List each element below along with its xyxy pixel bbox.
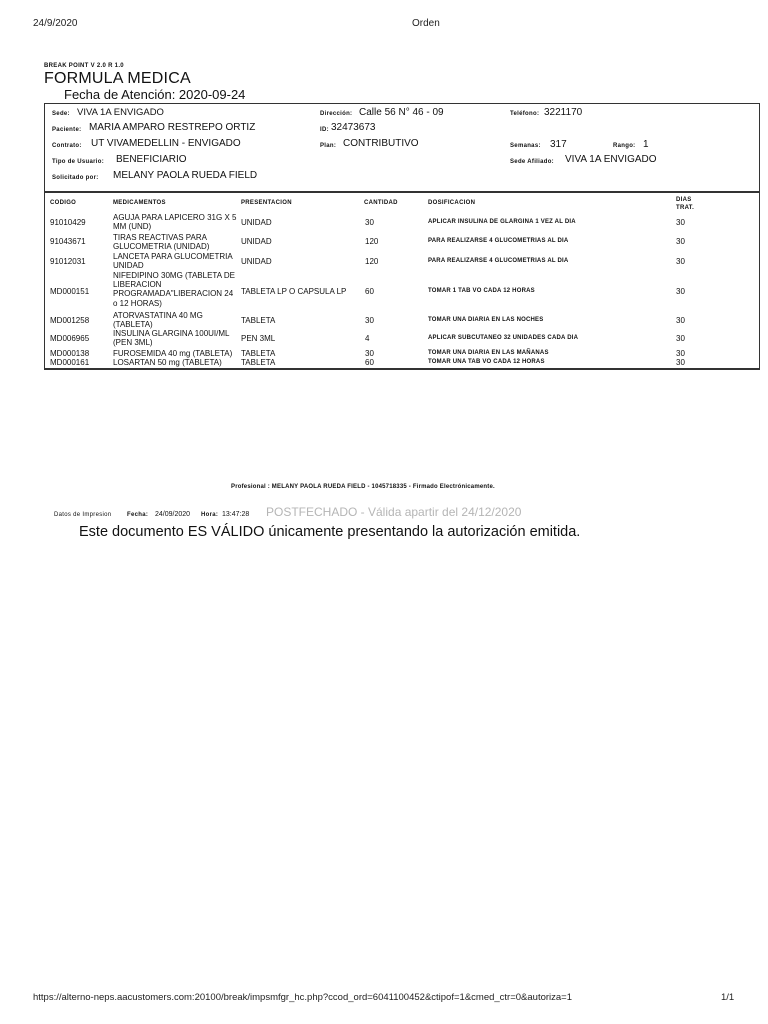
row-3-dias: 30 — [676, 257, 685, 266]
row-1-dias: 30 — [676, 218, 685, 227]
row-4-dosificacion: TOMAR 1 TAB VO CADA 12 HORAS — [428, 288, 535, 294]
row-4-medicamento: NIFEDIPINO 30MG (TABLETA DE LIBERACION PROGRAMADA"LIBERACION 24 o 12 HORAS) — [113, 271, 235, 308]
header-dosificacion: DOSIFICACION — [428, 200, 476, 206]
profesional-line: Profesional : MELANY PAOLA RUEDA FIELD - 1045718335 - Firmado Electrónicamente. — [231, 484, 495, 490]
row-1-codigo: 91010429 — [50, 218, 86, 227]
row-1-dosificacion: APLICAR INSULINA DE GLARGINA 1 VEZ AL DIA — [428, 219, 576, 225]
paciente-value: MARIA AMPARO RESTREPO ORTIZ — [89, 122, 256, 133]
row-5-codigo: MD001258 — [50, 316, 90, 325]
semanas-value: 317 — [550, 139, 567, 150]
row-7-cantidad: 30 — [365, 349, 374, 358]
impresion-fecha-label: Fecha: — [127, 512, 149, 518]
sede-afiliado-label: Sede Afiliado: — [510, 159, 554, 165]
row-2-cantidad: 120 — [365, 237, 379, 246]
row-5-cantidad: 30 — [365, 316, 374, 325]
header-dias-trat: DIAS TRAT. — [676, 197, 695, 211]
row-5-dias: 30 — [676, 316, 685, 325]
row-6-presentacion: PEN 3ML — [241, 334, 276, 343]
row-6-codigo: MD006965 — [50, 334, 90, 343]
tipo-usuario-value: BENEFICIARIO — [116, 154, 187, 165]
row-6-cantidad: 4 — [365, 334, 370, 343]
validity-notice: Este documento ES VÁLIDO únicamente presentando la autorización emitida. — [79, 524, 581, 540]
semanas-label: Semanas: — [510, 143, 541, 149]
paciente-label: Paciente: — [52, 127, 82, 133]
sede-value: VIVA 1A ENVIGADO — [77, 107, 164, 118]
row-8-medicamento: LOSARTAN 50 mg (TABLETA) — [113, 358, 222, 367]
direccion-value: Calle 56 N° 46 - 09 — [359, 107, 444, 118]
sede-afiliado-value: VIVA 1A ENVIGADO — [565, 154, 657, 165]
rango-value: 1 — [643, 139, 649, 150]
id-value: 32473673 — [331, 122, 376, 133]
rango-label: Rango: — [613, 143, 636, 149]
print-date: 24/9/2020 — [33, 18, 78, 29]
row-7-dosificacion: TOMAR UNA DIARIA EN LAS MAÑANAS — [428, 350, 549, 356]
header-medicamentos: MEDICAMENTOS — [113, 200, 166, 206]
row-4-presentacion: TABLETA LP O CAPSULA LP — [241, 287, 347, 296]
row-4-codigo: MD000151 — [50, 287, 90, 296]
impresion-fecha: 24/09/2020 — [155, 511, 191, 518]
sede-label: Sede: — [52, 111, 70, 117]
row-4-dias: 30 — [676, 287, 685, 296]
header-presentacion: PRESENTACION — [241, 200, 292, 206]
header-cantidad: CANTIDAD — [364, 200, 398, 206]
plan-label: Plan: — [320, 143, 337, 149]
row-5-dosificacion: TOMAR UNA DIARIA EN LAS NOCHES — [428, 317, 544, 323]
row-5-presentacion: TABLETA — [241, 316, 276, 325]
postfechado-notice: POSTFECHADO - Válida apartir del 24/12/2020 — [266, 505, 522, 519]
row-2-dosificacion: PARA REALIZARSE 4 GLUCOMETRIAS AL DIA — [428, 238, 569, 244]
row-7-medicamento: FUROSEMIDA 40 mg (TABLETA) — [113, 349, 233, 358]
fecha-atencion: Fecha de Atención: 2020-09-24 — [64, 87, 246, 102]
row-7-codigo: MD000138 — [50, 349, 90, 358]
page-number: 1/1 — [721, 992, 735, 1003]
row-6-dosificacion: APLICAR SUBCUTANEO 32 UNIDADES CADA DIA — [428, 335, 579, 341]
row-1-cantidad: 30 — [365, 218, 374, 227]
impresion-hora: 13:47:28 — [222, 511, 250, 518]
row-5-medicamento: ATORVASTATINA 40 MG (TABLETA) — [113, 311, 203, 330]
row-2-presentacion: UNIDAD — [241, 237, 272, 246]
impresion-label: Datos de Impresion — [54, 512, 112, 518]
print-title: Orden — [412, 18, 440, 29]
footer-url-link[interactable]: https://alterno-neps.aacustomers.com:20100/break/impsmfgr_hc.php?ccod_ord=6041100452&ctipof=1&cmed_ctr=0&autoriza=1 — [33, 992, 573, 1003]
telefono-label: Teléfono: — [510, 111, 540, 117]
row-2-codigo: 91043671 — [50, 237, 86, 246]
row-7-presentacion: TABLETA — [241, 349, 276, 358]
row-4-cantidad: 60 — [365, 287, 374, 296]
row-2-dias: 30 — [676, 237, 685, 246]
impresion-hora-label: Hora: — [201, 512, 219, 518]
solicitado-label: Solicitado por: — [52, 175, 99, 181]
row-2-medicamento: TIRAS REACTIVAS PARA GLUCOMETRIA (UNIDAD) — [113, 233, 210, 252]
tipo-usuario-label: Tipo de Usuario: — [52, 159, 105, 165]
contrato-label: Contrato: — [52, 143, 82, 149]
row-8-cantidad: 60 — [365, 358, 374, 367]
direccion-label: Dirección: — [320, 111, 353, 117]
row-1-presentacion: UNIDAD — [241, 218, 272, 227]
row-3-presentacion: UNIDAD — [241, 257, 272, 266]
row-8-presentacion: TABLETA — [241, 358, 276, 367]
header-codigo: CODIGO — [50, 200, 77, 206]
row-3-dosificacion: PARA REALIZARSE 4 GLUCOMETRIAS AL DIA — [428, 258, 569, 264]
row-6-dias: 30 — [676, 334, 685, 343]
row-6-medicamento: INSULINA GLARGINA 100UI/ML (PEN 3ML) — [113, 329, 230, 348]
telefono-value: 3221170 — [544, 107, 583, 118]
contrato-value: UT VIVAMEDELLIN - ENVIGADO — [91, 138, 241, 149]
row-1-medicamento: AGUJA PARA LAPICERO 31G X 5 MM (UND) — [113, 213, 237, 232]
id-label: ID: — [320, 127, 329, 133]
row-8-codigo: MD000161 — [50, 358, 90, 367]
row-8-dias: 30 — [676, 358, 685, 367]
solicitado-value: MELANY PAOLA RUEDA FIELD — [113, 170, 258, 181]
row-3-cantidad: 120 — [365, 257, 379, 266]
row-7-dias: 30 — [676, 349, 685, 358]
row-3-medicamento: LANCETA PARA GLUCOMETRIA UNIDAD — [113, 252, 233, 271]
plan-value: CONTRIBUTIVO — [343, 138, 419, 149]
version-label: BREAK POINT V 2.0 R 1.0 — [44, 63, 124, 69]
row-3-codigo: 91012031 — [50, 257, 86, 266]
row-8-dosificacion: TOMAR UNA TAB VO CADA 12 HORAS — [428, 359, 545, 365]
document-title: FORMULA MEDICA — [44, 70, 191, 87]
